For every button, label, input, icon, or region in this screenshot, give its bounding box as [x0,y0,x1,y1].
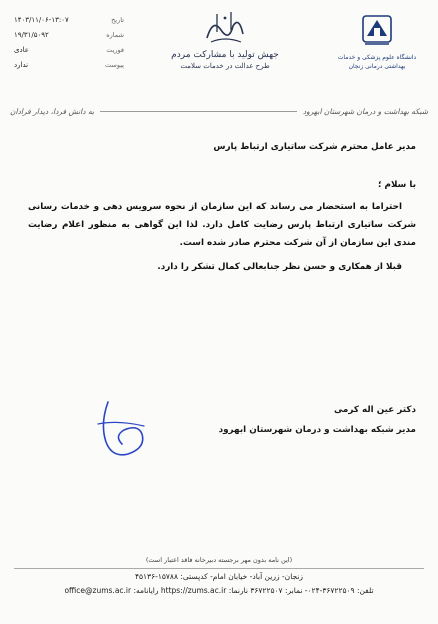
meta-date-value: ۱۴۰۳/۱۱/۰۶-۱۳:۰۷ [14,15,69,24]
main-paragraph: احتراما به استحضار می رساند که این سازمان از نحوه سرویس دهی و خدمات رسانی شرکت ساتیاری ارتباط پارس رضایت کامل دارد. لذا این گواهی به منظور اعلام رضایت مندی این سازمان از آن شرکت محترم صادر شده است. [28,202,416,248]
basmala-calligraphy-icon [203,8,247,48]
signatory-title: مدیر شبکه بهداشت و درمان شهرستان ابهرود [218,425,416,435]
footer-divider [14,568,424,569]
university-emblem-icon [357,10,397,50]
signature-block [176,400,416,440]
footer-note: (این نامه بدون مهر برجسته دبیرخانه فاقد اعتبار است) [145,556,293,564]
meta-priority-value: عادی [14,45,29,54]
meta-number-row [14,27,124,42]
footer-address: زنجان- زرین آباد- خیابان امام- کدپستی: ۱۵۷۸۸-۴۵۱۳۶ [134,572,304,581]
band-organization: شبکه بهداشت و درمان شهرستان ابهرود [302,106,428,116]
meta-priority-row [14,42,124,57]
greeting: با سلام ؛ [377,180,416,190]
letter-meta [14,12,124,72]
letter-body [28,138,416,276]
thanks-line: قبلا از همکاری و حسن نظر جنابعالی کمال تشکر را دارد. [157,262,402,272]
header-band [10,104,428,118]
slogan: جهش تولید با مشارکت مردم [171,50,279,60]
university-name: دانشگاه علوم پزشکی و خدمات بهداشتی درمانی زنجان [337,54,417,70]
band-motto: به دانش فردا، دیدار فرادان [10,106,95,116]
meta-number-label: شماره [106,30,124,39]
meta-attachment-label: پیوست [105,60,124,69]
meta-priority-label: فوریت [106,45,124,54]
signatory-name: دکتر عین اله کرمی [334,405,416,415]
addressee: مدیر عامل محترم شرکت ساتیاری ارتباط پارس [213,142,416,152]
handwritten-signature-icon [94,394,154,462]
meta-date-label: تاریخ [111,15,124,24]
letterhead [0,0,438,100]
footer-contact: تلفن: ۳۶۷۲۲۵۰۹-۰۲۴- نمابر: ۳۶۷۲۲۵۰۷ نارنما: https://zums.ac.ir رایانامه: office@zums.ac.ir [64,586,374,595]
band-rule [100,111,297,112]
center-emblem [150,8,300,70]
university-logo [332,10,422,71]
slogan-sub: طرح عدالت در خدمات سلامت [180,62,270,70]
meta-attachment-row [14,57,124,72]
meta-number-value: ۱۹/۳۱/۵۰۹۲ [14,30,49,39]
meta-attachment-value: ندارد [14,60,29,69]
meta-date-row [14,12,124,27]
